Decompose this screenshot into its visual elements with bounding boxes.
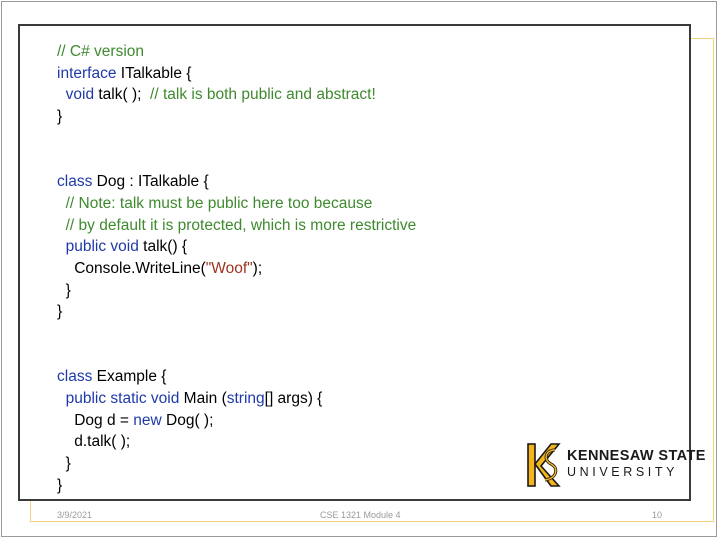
code-line (57, 171, 416, 193)
code-line (57, 323, 416, 345)
ks-monogram-icon (525, 440, 565, 490)
code-keyword: public void (65, 238, 139, 256)
code-line (57, 453, 416, 475)
code-keyword: class (57, 368, 93, 386)
code-text: } (57, 303, 63, 321)
code-text: d.talk( ); (57, 433, 131, 451)
code-line (57, 366, 416, 388)
code-comment: // talk is both public and abstract! (145, 86, 376, 104)
code-text: Dog : ITalkable { (92, 173, 209, 191)
code-line (57, 193, 416, 215)
code-string: "Woof" (205, 259, 253, 277)
code-line (57, 41, 416, 63)
code-line (57, 475, 416, 497)
code-text: talk( ); (94, 86, 146, 104)
code-keyword: class (57, 173, 93, 191)
code-keyword: public static void (65, 390, 180, 407)
code-keyword: interface (57, 64, 117, 82)
code-text: ); (252, 259, 263, 277)
logo-wordmark-line2: UNIVERSITY (567, 465, 679, 479)
code-line (57, 388, 416, 410)
code-line (57, 236, 416, 258)
code-comment: // C# version (57, 43, 145, 60)
code-text: Dog( ); (161, 411, 214, 429)
code-text: } (57, 455, 71, 473)
code-line (57, 431, 416, 453)
code-line (57, 301, 416, 323)
code-line (57, 106, 416, 128)
code-text: [] args) { (264, 390, 323, 407)
code-block (57, 41, 416, 496)
code-line (57, 410, 416, 432)
code-text (57, 390, 66, 407)
code-comment: // Note: talk must be public here too because (65, 194, 373, 212)
code-text: } (57, 476, 63, 494)
code-line (57, 345, 416, 367)
code-text (57, 86, 66, 103)
code-text: } (57, 108, 63, 126)
code-text: Main ( (179, 390, 227, 407)
university-logo (525, 440, 706, 490)
code-text (57, 195, 66, 212)
code-text: Dog d = (57, 411, 134, 429)
logo-wordmark-line1: KENNESAW STATE (567, 448, 706, 464)
code-comment: // by default it is protected, which is more restrictive (65, 216, 417, 234)
code-line (57, 280, 416, 302)
code-text (57, 238, 66, 255)
code-text: } (57, 281, 71, 299)
footer-page-number: 10 (652, 510, 663, 520)
code-text (57, 217, 66, 234)
code-text: talk() { (138, 238, 188, 256)
code-line (57, 63, 416, 85)
code-keyword: new (133, 411, 162, 429)
footer-date: 3/9/2021 (57, 510, 93, 520)
code-text: Example { (92, 368, 167, 386)
code-text: ITalkable { (116, 64, 192, 82)
code-line (57, 128, 416, 150)
code-line (57, 84, 416, 106)
code-keyword: void (65, 86, 95, 104)
code-text: Console.WriteLine( (57, 259, 206, 277)
code-keyword: string (226, 390, 265, 407)
code-line (57, 215, 416, 237)
code-line (57, 258, 416, 280)
code-line (57, 149, 416, 171)
footer-course: CSE 1321 Module 4 (320, 510, 401, 520)
